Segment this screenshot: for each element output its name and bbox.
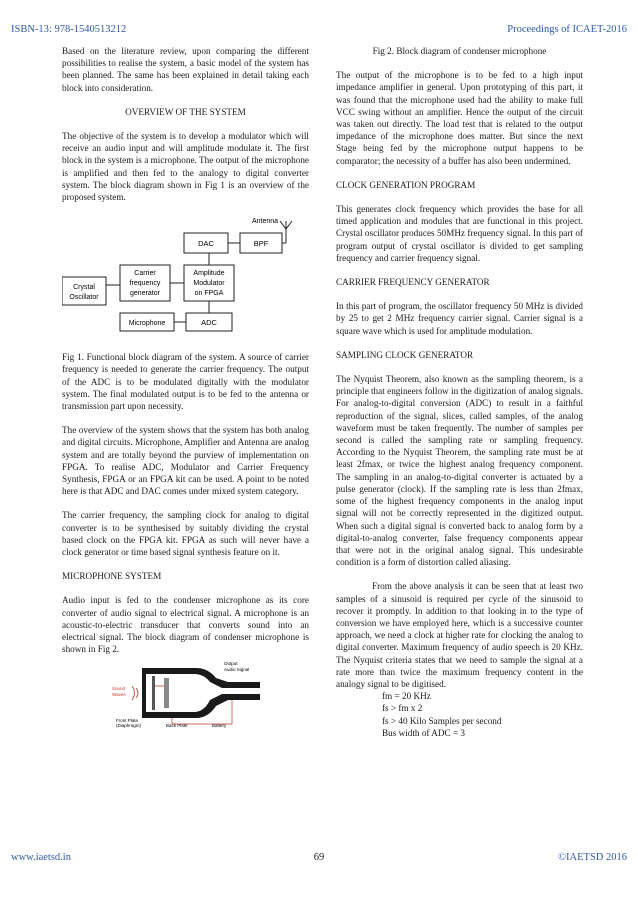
sampling-clock-heading: SAMPLING CLOCK GENERATOR bbox=[336, 349, 474, 360]
sound-waves-icon bbox=[132, 686, 138, 700]
fig2-label-back-plate: Back Plate bbox=[166, 722, 188, 728]
carrier-frequency-paragraph: In this part of program, the oscillator frequency 50 MHz is divided by 25 to get 2 MHz frequency carrier signal. Carrier signal is a square wave which is used for amplitude modulation. bbox=[336, 301, 583, 336]
equation-bus-width: Bus width of ADC = 3 bbox=[382, 727, 466, 738]
fig1-label-bpf: BPF bbox=[253, 239, 269, 249]
equation-fs-ratio: fs > fm x 2 bbox=[382, 703, 423, 714]
right-column bbox=[336, 45, 583, 739]
fig1-caption: Fig 1. Functional block diagram of the system. A source of carrier frequency is needed to generate the carrier frequency. The output of the ADC is to be modulated digitally with the modulator system. The final modulated output is to be fed to the antenna or transmission part upon necessity. bbox=[62, 352, 309, 412]
footer-copyright: ©IAETSD 2016 bbox=[558, 852, 627, 863]
fig1-label-dac: DAC bbox=[198, 239, 214, 249]
microphone-heading: MICROPHONE SYSTEM bbox=[62, 571, 162, 582]
fig1-label-modulator: Modulator bbox=[193, 280, 225, 288]
header-isbn: ISBN-13: 978-1540513212 bbox=[11, 24, 127, 35]
sampling-paragraph-1: The Nyquist Theorem, also known as the sampling theorem, is a principle that engineers follow in the digitization of analog signals. For analog-to-digital conversion (ADC) to result in a faithful reproduction of the signal, slices, called samples, of the analog waveform must be taken frequently. The number of samples per second is called the sampling rate or sampling frequency. According to the Nyquist Theorem, the sampling rate must be at least 2fmax, or twice the highest analog frequency component. The sampling in an analog-to-digital converter is actuated by a pulse generator (clock). If the sampling rate is less than 2fmax, some of the highest frequency components in the analog input signal will not be correctly represented in the digitized output. When such a digital signal is converted back to analog form by a digital-to-analog converter, false frequency components appear that were not in the original analog signal. This undesirable condition is a form of distortion called aliasing. bbox=[336, 374, 583, 568]
overview-paragraph-2: The overview of the system shows that the system has both analog and digital circuits. Microphone, Amplifier and Antenna are analog system and are totally beyond the purview of implementation on FPGA. To realise ADC, Modulator and Carrier Frequency Synthesis, FPGA or an FPGA kit can be used. A point to be noted here is that ADC and DAC comes under mixed system category. bbox=[62, 425, 309, 497]
sampling-paragraph-2: From the above analysis it can be seen that at least two samples of a sinusoid is required per cycle of the sinusoid to recover it promptly. In addition to that looking in to the type of conversion we have employed here, which is a successive counter approach, we need a clock at higher rate for clocking the analog to digital converter. Maximum frequency of audio speech is 20 KHz. The Nyquist criteria states that we need to sample the signal at a rate more than twice the maximum frequency content in the analogy signal to be digitised. bbox=[336, 581, 583, 689]
fig1-label-adc: ADC bbox=[201, 318, 217, 328]
fig2-caption: Fig 2. Block diagram of condenser microphone bbox=[372, 46, 547, 56]
fig1-label-crystal: Crystal bbox=[73, 284, 95, 292]
fig2-label-battery: Battery bbox=[212, 722, 227, 728]
fig2-condenser-microphone-diagram bbox=[112, 660, 260, 728]
overview-heading: OVERVIEW OF THE SYSTEM bbox=[125, 106, 246, 117]
fig1-label-microphone: Microphone bbox=[128, 320, 166, 328]
fig1-block-diagram bbox=[62, 215, 309, 339]
microphone-paragraph-2: The output of the microphone is to be fed to a high input impedance amplifier in general. Upon prototyping of this part, it was found that the microphone used had the ability to make full VCC swing without an amplifier. Hence the output of the circuit was taken out directly. The load test that is related to the output impedance of the microphone does matter. But since the next Stage being fed by the microphone output happens to be comparator; the necessity of a buffer has also been undermined. bbox=[336, 70, 583, 166]
fig2-label-audio-signal: Audio Signal bbox=[224, 666, 250, 672]
intro-paragraph: Based on the literature review, upon comparing the different possibilities to realise the system, a basic model of the system has been planned. The same has been explained in detail taking each block into consideration. bbox=[62, 46, 309, 93]
equation-fm: fm = 20 KHz bbox=[382, 691, 431, 702]
fig2-label-sound: Sound bbox=[112, 685, 126, 691]
clock-generation-heading: CLOCK GENERATION PROGRAM bbox=[336, 179, 476, 190]
carrier-frequency-heading: CARRIER FREQUENCY GENERATOR bbox=[336, 277, 490, 288]
fig1-label-antenna: Antenna bbox=[252, 218, 279, 226]
page-number: 69 bbox=[313, 852, 325, 863]
fig1-label-amplitude: Amplitude bbox=[193, 270, 225, 278]
equation-fs-rate: fs > 40 Kilo Samples per second bbox=[382, 715, 502, 726]
fig1-label-frequency: frequency bbox=[129, 280, 161, 288]
fig1-label-carrier: Carrier bbox=[134, 270, 156, 278]
left-column bbox=[62, 45, 309, 728]
microphone-paragraph-1: Audio input is fed to the condenser microphone as its core converter of audio signal to electrical signal. A microphone is an acoustic-to-electric transducer that converts sound into an electrical signal. The block diagram of condenser microphone is shown in Fig 2. bbox=[62, 595, 309, 655]
overview-paragraph-3: The carrier frequency, the sampling clock for analog to digital converter is to be synthesised by suitably dividing the crystal based clock on the FPGA kit. FPGA as such will never have a clock generator or time based signal synthesis feature on it. bbox=[62, 510, 309, 558]
fig1-label-generator: generator bbox=[130, 290, 160, 298]
overview-paragraph-1: The objective of the system is to develop a modulator which will receive an audio input and will amplitude modulate it. The first block in the system is a microphone. The output of the microphone is amplified and then fed to the analogy to digital converter system. The block diagram shown in Fig 1 is an overview of the proposed system. bbox=[62, 131, 309, 203]
fig1-label-oscillator: Oscillator bbox=[69, 294, 99, 302]
fig2-label-front-plate: Front Plate bbox=[116, 717, 139, 723]
footer-website: www.iaetsd.in bbox=[11, 852, 71, 863]
clock-generation-paragraph: This generates clock frequency which provides the base for all timed application and modules that are functional in this project. Crystal oscillator produces 50MHz frequency signal. In this part of program output of crystal oscillator is divided to get sampling frequency and carrier frequency signal. bbox=[336, 204, 583, 263]
fig2-label-output: Output bbox=[224, 660, 238, 666]
equation-block bbox=[382, 690, 583, 739]
fig2-label-diaphragm: (Diaphragm) bbox=[116, 722, 142, 728]
fig2-label-waves: Waves bbox=[112, 691, 126, 697]
fig1-label-on-fpga: on FPGA bbox=[194, 290, 224, 298]
header-proceedings: Proceedings of ICAET-2016 bbox=[507, 24, 627, 35]
